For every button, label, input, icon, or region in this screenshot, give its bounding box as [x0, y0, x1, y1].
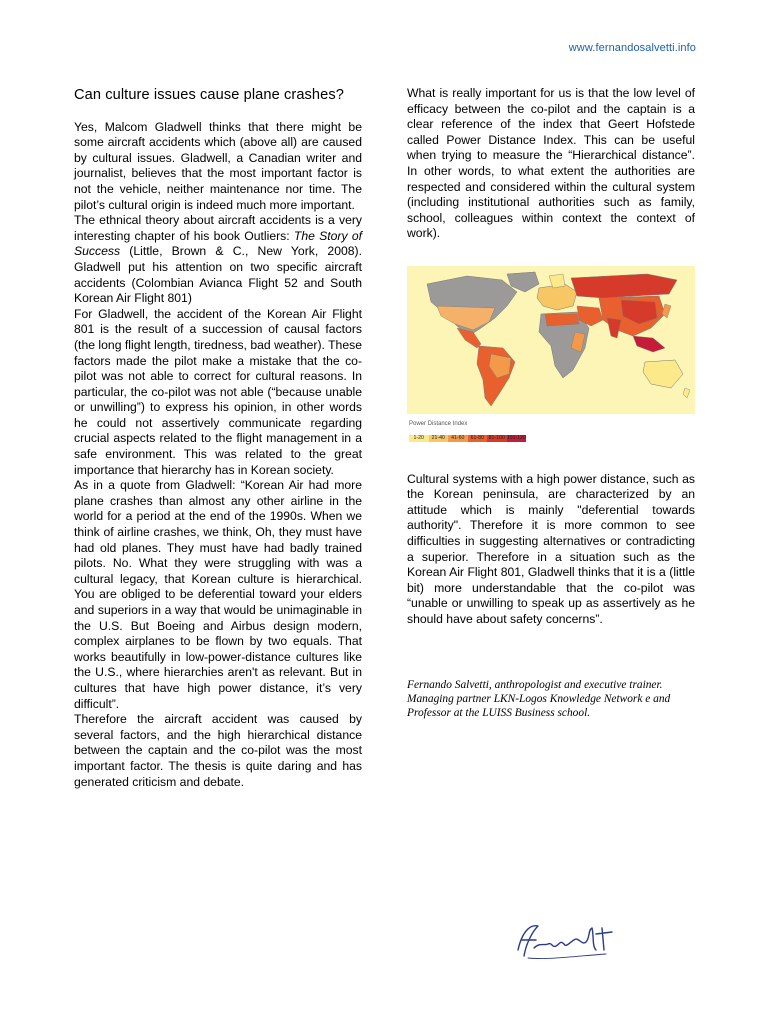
europe-shape — [537, 284, 577, 310]
legend-title: Power Distance Index — [409, 420, 468, 427]
legend-swatch: 21-40 — [429, 435, 449, 442]
legend-swatch: 101-120 — [506, 434, 526, 441]
paragraph-power-distance: What is really important for us is that the low level of efficacy between the co-pilot and the captain is a clear reference of the index that Geert Hofstede called Power Distance Index. This can be useful when trying to measure the “Hierarchical distance”. In other words, to what extent the authorities are respected and considered within the cultural system (including institutional authorities such as family, school, colleagues within context the context of work). — [407, 86, 695, 241]
north-africa-shape — [545, 314, 579, 326]
book-title: The Story of Success — [74, 228, 362, 259]
paragraph-book — [74, 213, 362, 307]
left-column — [74, 88, 362, 790]
power-distance-map — [407, 266, 695, 442]
paragraph-conclusion: Therefore the aircraft accident was caused by several factors, and the high hierarchical distance between the captain and the co-pilot was the most important factor. The thesis is quite daring and has generated criticism and debate. — [74, 712, 362, 789]
right-column — [407, 86, 695, 720]
author-bio: Fernando Salvetti, anthropologist and executive trainer. Managing partner LKN-Logos Knowledge Network e and Professor at the LUISS Business school. — [407, 679, 671, 719]
handwritten-signature — [508, 910, 618, 970]
paragraph-korea-culture: Cultural systems with a high power distance, such as the Korean peninsula, are characterized by an attitude which is mainly "deferential towards authority". Therefore it is more common to see difficulties in suggesting alternatives or contradicting a superior. Therefore in a situation such as the Korean Air Flight 801, Gladwell thinks that it is a (little bit) more understandable that the co-pilot was “unable or unwilling to speak up as assertively as he should have about safety concerns”. — [407, 471, 695, 626]
paragraph-intro: Yes, Malcom Gladwell thinks that there might be some aircraft accidents which (above all) are caused by cultural issues. Gladwell, a Canadian writer and journalist, believes that the most important factor is not the vehicle, neither maintenance nor time. The pilot’s cultural origin is indeed much more important. — [74, 119, 362, 212]
book-text-b: (Little, Brown & C., New York, 2008). Gladwell put his attention on two specific aircraft accidents (Colombian Avianca Flight 52 and South Korean Air Flight 801) — [74, 244, 362, 306]
map-legend — [409, 435, 695, 442]
legend-swatch: 41-60 — [448, 435, 468, 442]
world-map-illustration — [407, 266, 695, 414]
book-text-a: The ethnical theory about aircraft accidents is a very interesting chapter of his book Outliers: — [74, 213, 362, 243]
russia-shape — [571, 274, 677, 298]
paragraph-korean-air: For Gladwell, the accident of the Korean Air Flight 801 is the result of a succession of causal factors (the long flight length, tiredness, bad weather). These factors made the pilot make a mistake that the co-pilot was not able to correct for cultural reasons. In particular, the co-pilot was not able (“because unable or unwilling”) to express his opinion, in other words he could not assertively communicate regarding crucial aspects related to the flight management in a safe environment. This was related to the great importance that hierarchy has in Korean society. — [74, 306, 362, 477]
paragraph-quote: As in a quote from Gladwell: “Korean Air had more plane crashes than almost any other airline in the world for a period at the end of the 1990s. When we think of airline crashes, we think, Oh, they must have had old planes. They must have had badly trained pilots. No. What they were struggling with was a cultural legacy, that Korean culture is hierarchical. You are obliged to be deferential toward your elders and superiors in a way that would be unimaginable in the U.S. But Boeing and Airbus design modern, complex airplanes to be flown by two equals. That works beautifully in low-power-distance cultures like the U.S., where hierarchies aren't as relevant. But in cultures that have high power distance, it’s very difficult”. — [74, 478, 362, 711]
legend-swatch: 1-20 — [409, 435, 429, 442]
legend-swatch: 81-100 — [488, 434, 505, 441]
legend-swatch: 61-80 — [468, 435, 488, 442]
site-url[interactable]: www.fernandosalvetti.info — [568, 42, 696, 54]
article-title: Can culture issues cause plane crashes? — [74, 87, 344, 103]
